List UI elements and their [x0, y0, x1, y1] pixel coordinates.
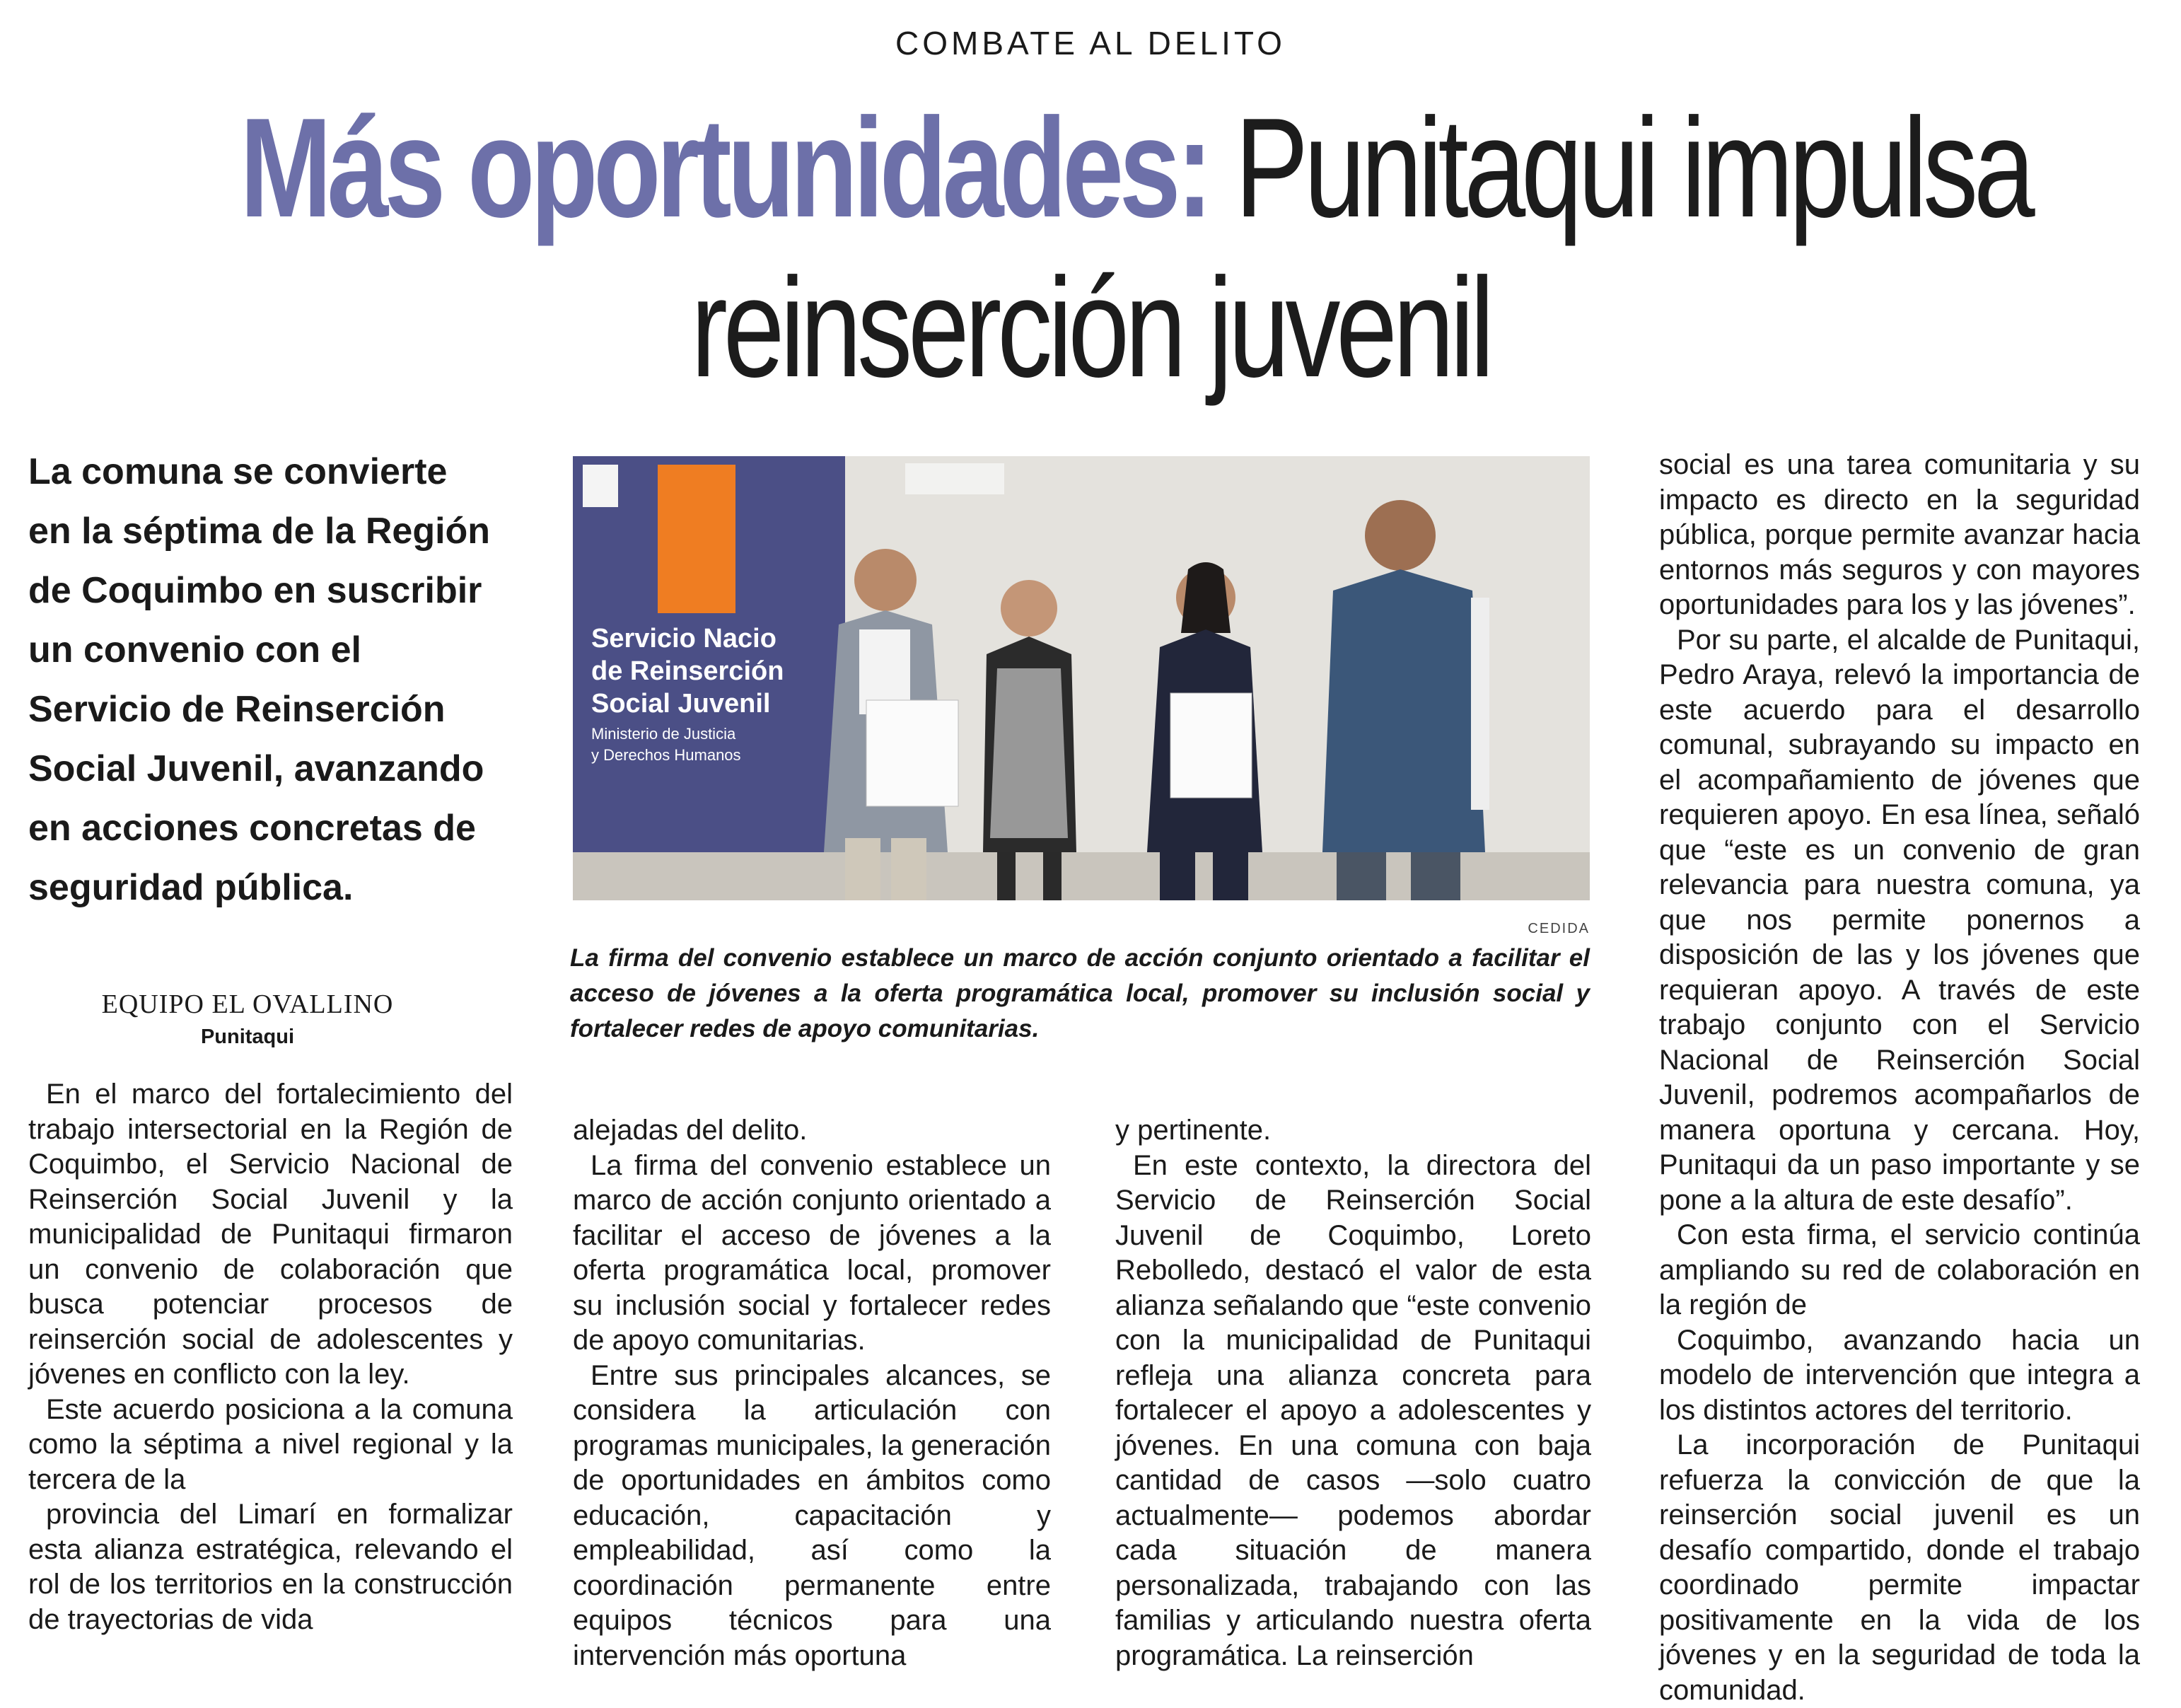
air-conditioner: [905, 463, 1004, 494]
photo-credit: CEDIDA: [1528, 921, 1590, 936]
body-paragraph: Por su parte, el alcalde de Punitaqui, Pedro Araya, relevó la importancia de este acuerdo para el desarrollo comunal, subrayando su impacto en el acompañamiento de jóvenes que requieren apoyo. En esa línea, señaló que “este es un convenio de gran relevancia para nuestra comuna, ya que nos permite ponernos a disposición de las y los jóvenes que requieran apoyo. A través de este trabajo conjunto con el Servicio Nacional de Reinserción Social Juvenil, podremos acompañarlos de manera oportuna y cercana. Hoy, Punitaqui da un paso importante y se pone a la altura de este desafío”.: [1659, 624, 2140, 1216]
headline-line2-text: reinserción juvenil: [690, 249, 1491, 407]
body-paragraph: social es una tarea comunitaria y su impacto es directo en la seguridad pública, porque permite avanzar hacia entornos más seguros y con mayores oportunidades para los y las jóvenes”.: [1659, 449, 2140, 620]
byline-author: EQUIPO EL OVALLINO: [101, 989, 394, 1019]
body-paragraph: Con esta firma, el servicio continúa ampliando su red de colaboración en la región de: [1659, 1219, 2140, 1320]
lead-paragraph: La comuna se convierte en la séptima de la Región de Coquimbo en suscribir un convenio con el Servicio de Reinserción Social Juvenil, avanzando en acciones concretas de seguridad pública.: [28, 451, 491, 908]
body-column-4: [1659, 448, 2140, 1708]
body-paragraph: provincia del Limarí en formalizar esta alianza estratégica, relevando el rol de los territorios en la construcción de trayectorias de vida: [28, 1499, 513, 1635]
byline-location: Punitaqui: [200, 1026, 295, 1048]
body-paragraph: La incorporación de Punitaqui refuerza la convicción de que la reinserción social juvenil es un desafío compartido, donde el trabajo coordinado permite impactar positivamente en la vida de los jóvenes y en la seguridad de toda la comunidad.: [1659, 1429, 2140, 1706]
photo-illustration: [573, 456, 1590, 900]
banner-orange-block: [658, 465, 735, 613]
body-paragraph: La firma del convenio establece un marco de acción conjunto orientado a facilitar el acceso de jóvenes a la oferta programática local, promover su inclusión social y fortalecer redes de apoyo comunitarias.: [573, 1149, 1051, 1356]
headline: [240, 89, 2031, 247]
headline-line2: [240, 249, 1941, 407]
body-paragraph: En el marco del fortalecimiento del trabajo intersectorial en la Región de Coquimbo, el Servicio Nacional de Reinserción Social Juvenil y la municipalidad de Punitaqui firmaron un convenio de colaboración que busca potenciar procesos de reinserción social de adolescentes y jóvenes en conflicto con la ley.: [28, 1079, 513, 1390]
headline-accent: Más oportunidades:: [240, 89, 1209, 247]
section-label: COMBATE AL DELITO: [895, 25, 1286, 62]
banner-line-4: Ministerio de Justicia: [591, 725, 736, 743]
body-paragraph: En este contexto, la directora del Servicio de Reinserción Social Juvenil de Coquimbo, Loreto Rebolledo, destacó el valor de esta alianza señalando que “este convenio con la municipalidad de Punitaqui refleja una alianza concreta para fortalecer el apoyo a adolescentes y jóvenes. En una comuna con baja cantidad de casos —solo cuatro actualmente— podemos abordar cada situación de manera personalizada, trabajando con las familias y articulando nuestra oferta programática. La reinserción: [1115, 1149, 1591, 1671]
body-paragraph: Coquimbo, avanzando hacia un modelo de intervención que integra a los distintos actores del territorio.: [1659, 1324, 2140, 1426]
banner-line-5: y Derechos Humanos: [591, 746, 741, 764]
photo-caption: La firma del convenio establece un marco de acción conjunto orientado a facilitar el acceso de jóvenes a la oferta programática local, promover su inclusión social y fortalecer redes de apoyo comunitarias.: [570, 944, 1590, 1042]
body-paragraph: y pertinente.: [1115, 1115, 1272, 1146]
banner-line-1: Servicio Nacio: [591, 624, 777, 653]
banner-line-2: de Reinserción: [591, 656, 784, 686]
body-paragraph: Entre sus principales alcances, se considera la articulación con programas municipales, la generación de oportunidades en ámbitos como educación, capacitación y empleabilidad, así como la coordinación permanente entre equipos técnicos para una intervención más oportuna: [573, 1359, 1051, 1671]
banner-line-3: Social Juvenil: [591, 689, 771, 719]
body-column-3: [1115, 1113, 1591, 1673]
article-photo: [573, 456, 1590, 900]
body-column-2: [573, 1113, 1051, 1673]
body-paragraph: alejadas del delito.: [573, 1115, 808, 1146]
body-column-1: [28, 1077, 513, 1637]
headline-main: Punitaqui impulsa: [1235, 89, 2031, 247]
government-logo-icon: [583, 465, 618, 507]
body-paragraph: Este acuerdo posiciona a la comuna como la séptima a nivel regional y la tercera de la: [28, 1393, 513, 1495]
